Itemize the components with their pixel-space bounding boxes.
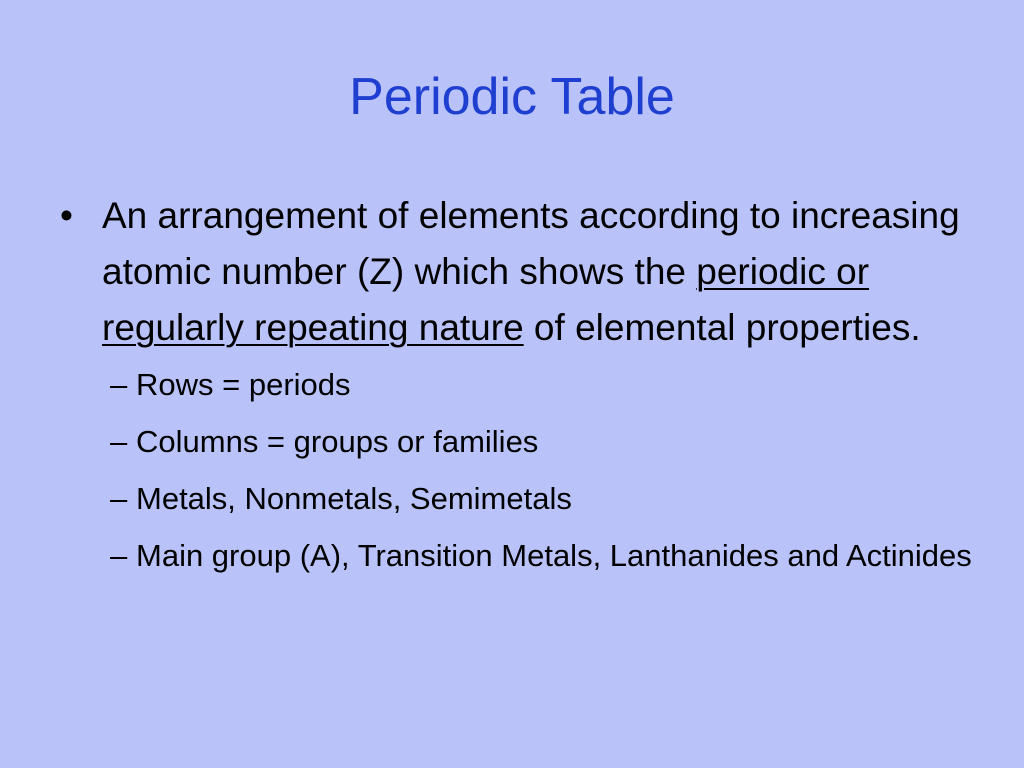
- slide-title: Periodic Table: [349, 68, 675, 126]
- sub-bullet-text: Columns = groups or families: [136, 424, 539, 459]
- sub-bullet-groups: [110, 537, 980, 574]
- sub-bullet-metals: [110, 480, 980, 517]
- dash-icon: –: [110, 481, 128, 516]
- sub-bullet-text: Main group (A), Transition Metals, Lanthanides and Actinides: [136, 538, 972, 573]
- bullet-text: [102, 195, 960, 348]
- sub-bullet-text: Metals, Nonmetals, Semimetals: [136, 481, 572, 516]
- bullet-item: [60, 188, 980, 574]
- bullet-text-after: of elemental properties.: [523, 307, 921, 348]
- sub-bullet-rows: [110, 366, 980, 403]
- dash-icon: –: [110, 367, 128, 402]
- sub-bullet-columns: [110, 423, 980, 460]
- sub-bullet-text: Rows = periods: [136, 367, 351, 402]
- underlined-phrase: periodic or regularly repeating nature: [102, 251, 870, 348]
- bullet-text-before: An arrangement of elements according to increasing atomic number (Z) which shows the: [102, 195, 960, 292]
- sub-bullet-list: [102, 366, 980, 574]
- bullet-icon: •: [60, 195, 73, 236]
- dash-icon: –: [110, 424, 128, 459]
- dash-icon: –: [110, 538, 128, 573]
- bullet-list: [60, 188, 980, 594]
